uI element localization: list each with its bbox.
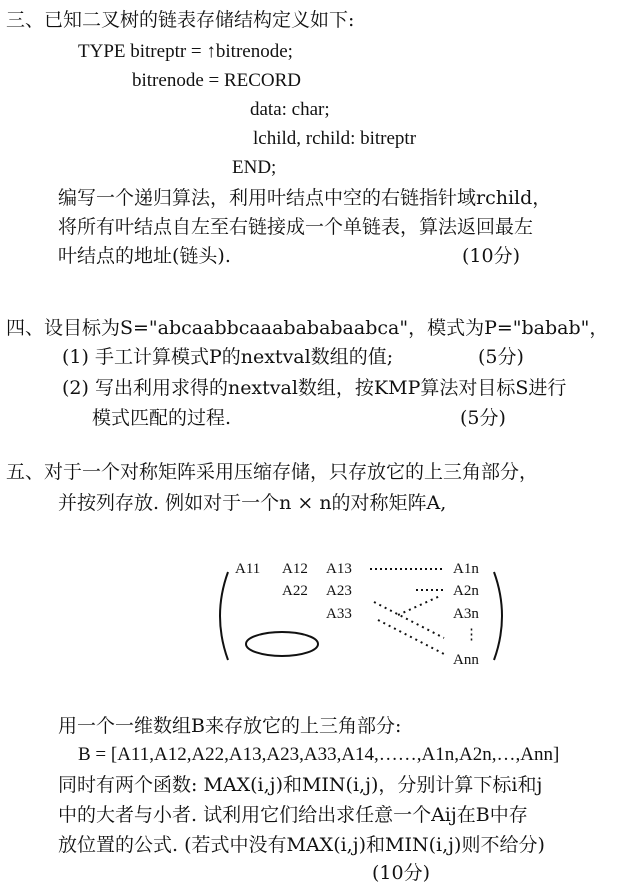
matrix-a33: A33 xyxy=(326,606,352,622)
q5-desc-line-2: 中的大者与小者. 试利用它们给出求任意一个Aij在B中存 xyxy=(58,804,528,826)
q3-title: 三、已知二叉树的链表存储结构定义如下: xyxy=(6,9,355,31)
matrix-a23: A23 xyxy=(326,583,352,599)
matrix-a13: A13 xyxy=(326,561,352,577)
q5-desc-line-1: 同时有两个函数: MAX(i,j)和MIN(i,j)，分别计算下标i和j xyxy=(58,774,543,796)
q3-desc-line-1: 编写一个递归算法，利用叶结点中空的右链指针域rchild， xyxy=(58,187,552,209)
q4-item-2-score: (5分) xyxy=(460,407,506,429)
q5-desc-line-3: 放位置的公式. (若式中没有MAX(i,j)和MIN(i,j)则不给分) xyxy=(58,834,545,856)
diagonal-dots-1 xyxy=(374,602,444,638)
matrix-a1n: A1n xyxy=(453,561,479,577)
q3-code-line-4: lchild, rchild: bitreptr xyxy=(253,128,417,149)
matrix-a2n: A2n xyxy=(453,583,479,599)
q5-line-2: 并按列存放. 例如对于一个n × n的对称矩阵A, xyxy=(58,492,447,514)
matrix-a11: A11 xyxy=(235,561,261,577)
q3-code-line-2: bitrenode = RECORD xyxy=(132,70,302,91)
q3-code-line-5: END; xyxy=(232,157,277,178)
lower-triangle-ellipse xyxy=(246,632,318,656)
q4-title: 四、设目标为S="abcaabbcaaabababaabca"，模式为P="babab"， xyxy=(6,317,609,339)
diagonal-dots-3 xyxy=(398,596,440,615)
q5-score: (10分) xyxy=(372,862,431,884)
diagonal-dots-2 xyxy=(378,620,444,654)
q4-item-2: (2) 写出利用求得的nextval数组，按KMP算法对目标S进行 xyxy=(62,377,567,399)
matrix-a3n: A3n xyxy=(453,606,479,622)
matrix-a12: A12 xyxy=(282,561,308,577)
q3-code-line-1: TYPE bitreptr = ↑bitrenode; xyxy=(78,41,293,62)
matrix-ann: Ann xyxy=(453,652,479,668)
q3-score: (10分) xyxy=(462,245,521,267)
q5-line-3: 用一个一维数组B来存放它的上三角部分: xyxy=(58,715,402,737)
q5-formula: B = [A11,A12,A22,A13,A23,A33,A14,……,A1n,A2n,…,Ann] xyxy=(78,744,560,765)
q3-code-line-3: data: char; xyxy=(250,99,330,120)
matrix-right-bracket xyxy=(494,572,502,660)
q4-item-1: (1) 手工计算模式P的nextval数组的值; xyxy=(62,346,394,368)
q4-item-2-cont: 模式匹配的过程. xyxy=(92,407,232,429)
q5-title: 五、对于一个对称矩阵采用压缩存储，只存放它的上三角部分， xyxy=(6,461,539,483)
matrix-left-bracket xyxy=(220,572,228,660)
q3-desc-line-3: 叶结点的地址(链头). xyxy=(58,245,231,267)
matrix-vdots: ⋮ xyxy=(464,627,479,643)
q3-desc-line-2: 将所有叶结点自左至右链接成一个单链表，算法返回最左 xyxy=(58,216,534,238)
q4-item-1-score: (5分) xyxy=(478,346,524,368)
matrix-a22: A22 xyxy=(282,583,308,599)
